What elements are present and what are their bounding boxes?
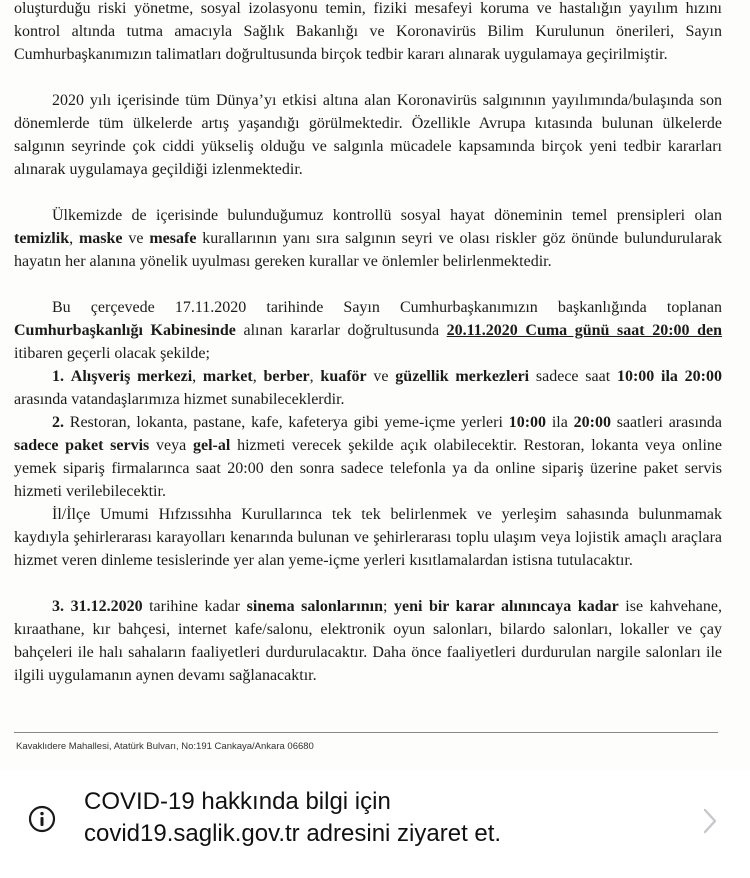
banner-line-1: COVID-19 hakkında bilgi için [84,788,391,815]
list-item-2: 2. Restoran, lokanta, pastane, kafe, kafeterya gibi yeme-içme yerleri 10:00 ila 20:00 saatleri arasında sadece paket servis veya gel-al hizmeti verecek şekilde açık olabilecektir. Restoran, lokanta veya online yemek sipariş firmalarınca saat 20:00 den sonra sadece telefonla ya da online sipariş üzerine paket servis hizmeti verilebilecektir. [14,414,723,500]
footer-address: Kavaklıdere Mahallesi, Atatürk Bulvarı, No:191 Cankaya/Ankara 06680 [16,741,314,752]
paragraph-1: oluşturduğu riski yönetme, sosyal izolasyonu temin, fiziki mesafeyi koruma ve hastalığın yayılım hızını kontrol altında tutma amacıyla Sağlık Bakanlığı ve Koronavirüs Bilim Kurulunun önerileri, Sayın Cumhurbaşkanımızın talimatları doğrultusunda birçok tedbir kararı alınarak uygulamaya geçirilmiştir. [14,0,722,63]
covid-info-banner[interactable] [0,770,750,878]
list-item-3: 3. 31.12.2020 tarihine kadar sinema salonlarının; yeni bir karar alınıncaya kadar ise kahvehane, kıraathane, kır bahçesi, internet kafe/salonu, elektronik oyun salonları, bilardo salonları, lokaller ve çay bahçeleri ile halı sahaların faaliyetleri durdurulacaktır. Daha önce faaliyetleri durdurulan nargile salonları ile ilgili uygulamanın aynen devamı sağlanacaktır. [14,598,722,684]
paragraph-2: 2020 yılı içerisinde tüm Dünya’yı etkisi altına alan Koronavirüs salgınının yayılımında/bulaşında son dönemlerde tüm ülkelerde artış yaşandığı görülmektedir. Özellikle Avrupa kıtasında bulunan ülkelerde salgının seyrinde çok ciddi yükseliş olduğu ve salgınla mücadele kapsamında birçok yeni tedbir kararları alınarak uygulamaya geçildiği izlenmektedir. [14,92,722,178]
paragraph-5: İl/İlçe Umumi Hıfzıssıhha Kurullarınca tek tek belirlenmek ve yerleşim sahasında bulunmamak kaydıyla şehirlerarası karayolları kenarında bulunan ve şehirlerarası toplu ulaşım veya lojistik amaçlı araçlara hizmet veren dinleme tesislerinde yer alan yeme-içme yerleri kısıtlamalardan istisna tutulacaktır. [14,506,722,569]
list-item-1: 1. Alışveriş merkezi, market, berber, kuaför ve güzellik merkezleri sadece saat 10:00 ila 20:00 arasında vatandaşlarımıza hizmet sunabileceklerdir. [14,368,723,408]
chevron-right-icon[interactable] [700,807,720,835]
info-icon [28,805,56,833]
banner-line-2: covid19.saglik.gov.tr adresini ziyaret et. [84,820,502,847]
paragraph-4: Bu çerçevede 17.11.2020 tarihinde Sayın Cumhurbaşkanımızın başkanlığında toplanan Cumhurbaşkanlığı Kabinesinde alınan kararlar doğrultusunda 20.11.2020 Cuma günü saat 20:00 den itibaren geçerli olacak şekilde; [14,299,723,362]
paragraph-3: Ülkemizde de içerisinde bulunduğumuz kontrollü sosyal hayat döneminin temel prensipleri olan temizlik, maske ve mesafe kurallarının yanı sıra salgının seyri ve olası riskler göz önünde bulundurularak hayatın her alanına yönelik uyulması gereken kurallar ve önlemler belirlenmektedir. [14,207,723,270]
footer-divider [14,732,718,733]
banner-text [84,786,664,850]
